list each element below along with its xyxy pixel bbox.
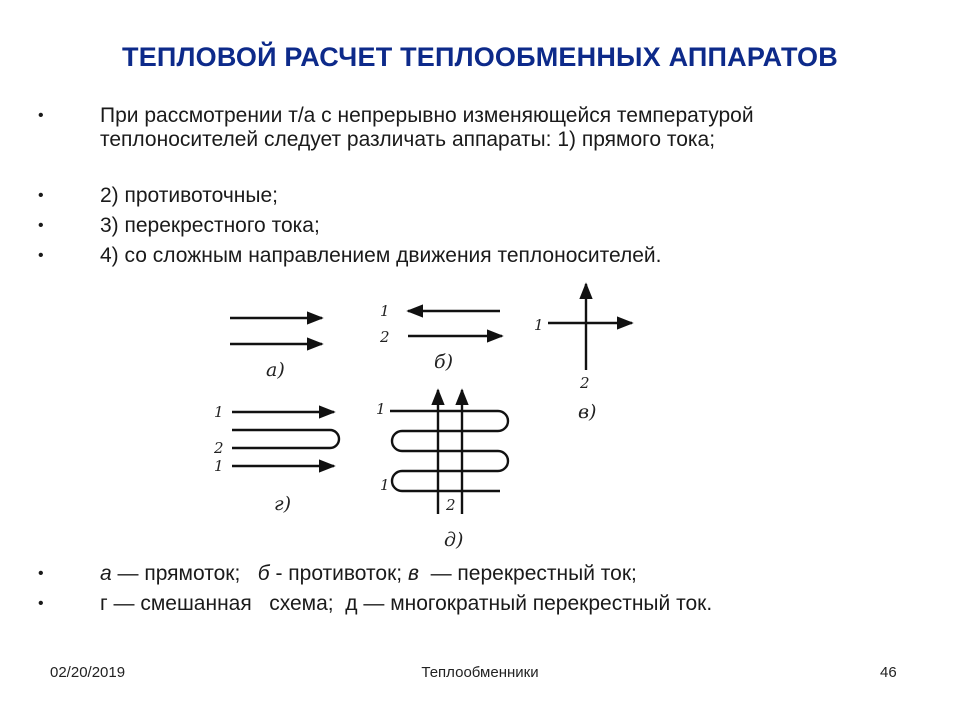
stream-1-label: 1 [214, 403, 224, 421]
stream-1-label: 1 [534, 316, 544, 334]
legend-desc-v: — перекрестный ток; [418, 562, 637, 585]
bullet-item [38, 214, 918, 244]
legend-item [38, 562, 918, 592]
scheme-d-label: д) [444, 529, 464, 551]
stream-1-label: 1 [380, 476, 390, 494]
scheme-g-mixed-flow [232, 412, 339, 466]
bullet-text: При рассмотрении т/а с непрерывно изменяющейся температурой теплоносителей следует различать аппараты: 1) прямого тока; [100, 104, 754, 151]
stream-1-label: 1 [376, 400, 386, 418]
legend-text [100, 562, 637, 586]
serpentine-path [390, 411, 508, 491]
legend-list [38, 562, 918, 622]
bullet-marker: • [38, 565, 44, 582]
bullet-item [38, 104, 918, 184]
footer-page-number: 46 [880, 664, 897, 681]
bullet-text: 4) со сложным направлением движения теплоносителей. [100, 244, 662, 267]
slide-title: ТЕПЛОВОЙ РАСЧЕТ ТЕПЛООБМЕННЫХ АППАРАТОВ [122, 42, 838, 72]
legend-desc-a: — прямоток; [111, 562, 258, 585]
scheme-v-label: в) [578, 401, 597, 423]
scheme-b-label: б) [434, 351, 454, 373]
bullet-marker: • [38, 107, 44, 124]
bullet-marker: • [38, 595, 44, 612]
legend-key-v: в [407, 562, 419, 585]
stream-1-label: 1 [380, 302, 390, 320]
bullet-list [38, 104, 918, 274]
bullet-text: 2) противоточные; [100, 184, 279, 207]
stream-1-label: 1 [214, 457, 224, 475]
legend-desc-b: - противоток; [269, 562, 408, 585]
flow-schemes-diagram [200, 278, 670, 558]
scheme-b-counter-flow [408, 311, 502, 336]
stream-2-label: 2 [380, 328, 390, 346]
bullet-item [38, 184, 918, 214]
stream-2-label: 2 [580, 374, 590, 392]
stream-2-label: 2 [214, 439, 224, 457]
bullet-text: 3) перекрестного тока; [100, 214, 320, 237]
bullet-marker: • [38, 247, 44, 264]
bullet-item [38, 244, 918, 274]
serpentine-path [232, 430, 339, 448]
legend-key-b: б [257, 562, 270, 585]
footer-date: 02/20/2019 [50, 664, 126, 681]
bullet-marker: • [38, 187, 44, 204]
scheme-g-label: г) [274, 493, 292, 515]
footer-title: Теплообменники [421, 664, 539, 681]
scheme-v-cross-flow [548, 284, 632, 370]
legend-text: г — смешанная схема; д — многократный перекрестный ток. [100, 592, 713, 615]
scheme-a-parallel-flow [230, 318, 322, 344]
legend-item [38, 592, 918, 622]
bullet-marker: • [38, 217, 44, 234]
legend-key-a: а [100, 562, 112, 585]
scheme-a-label: а) [266, 359, 285, 381]
stream-2-label: 2 [446, 496, 456, 514]
